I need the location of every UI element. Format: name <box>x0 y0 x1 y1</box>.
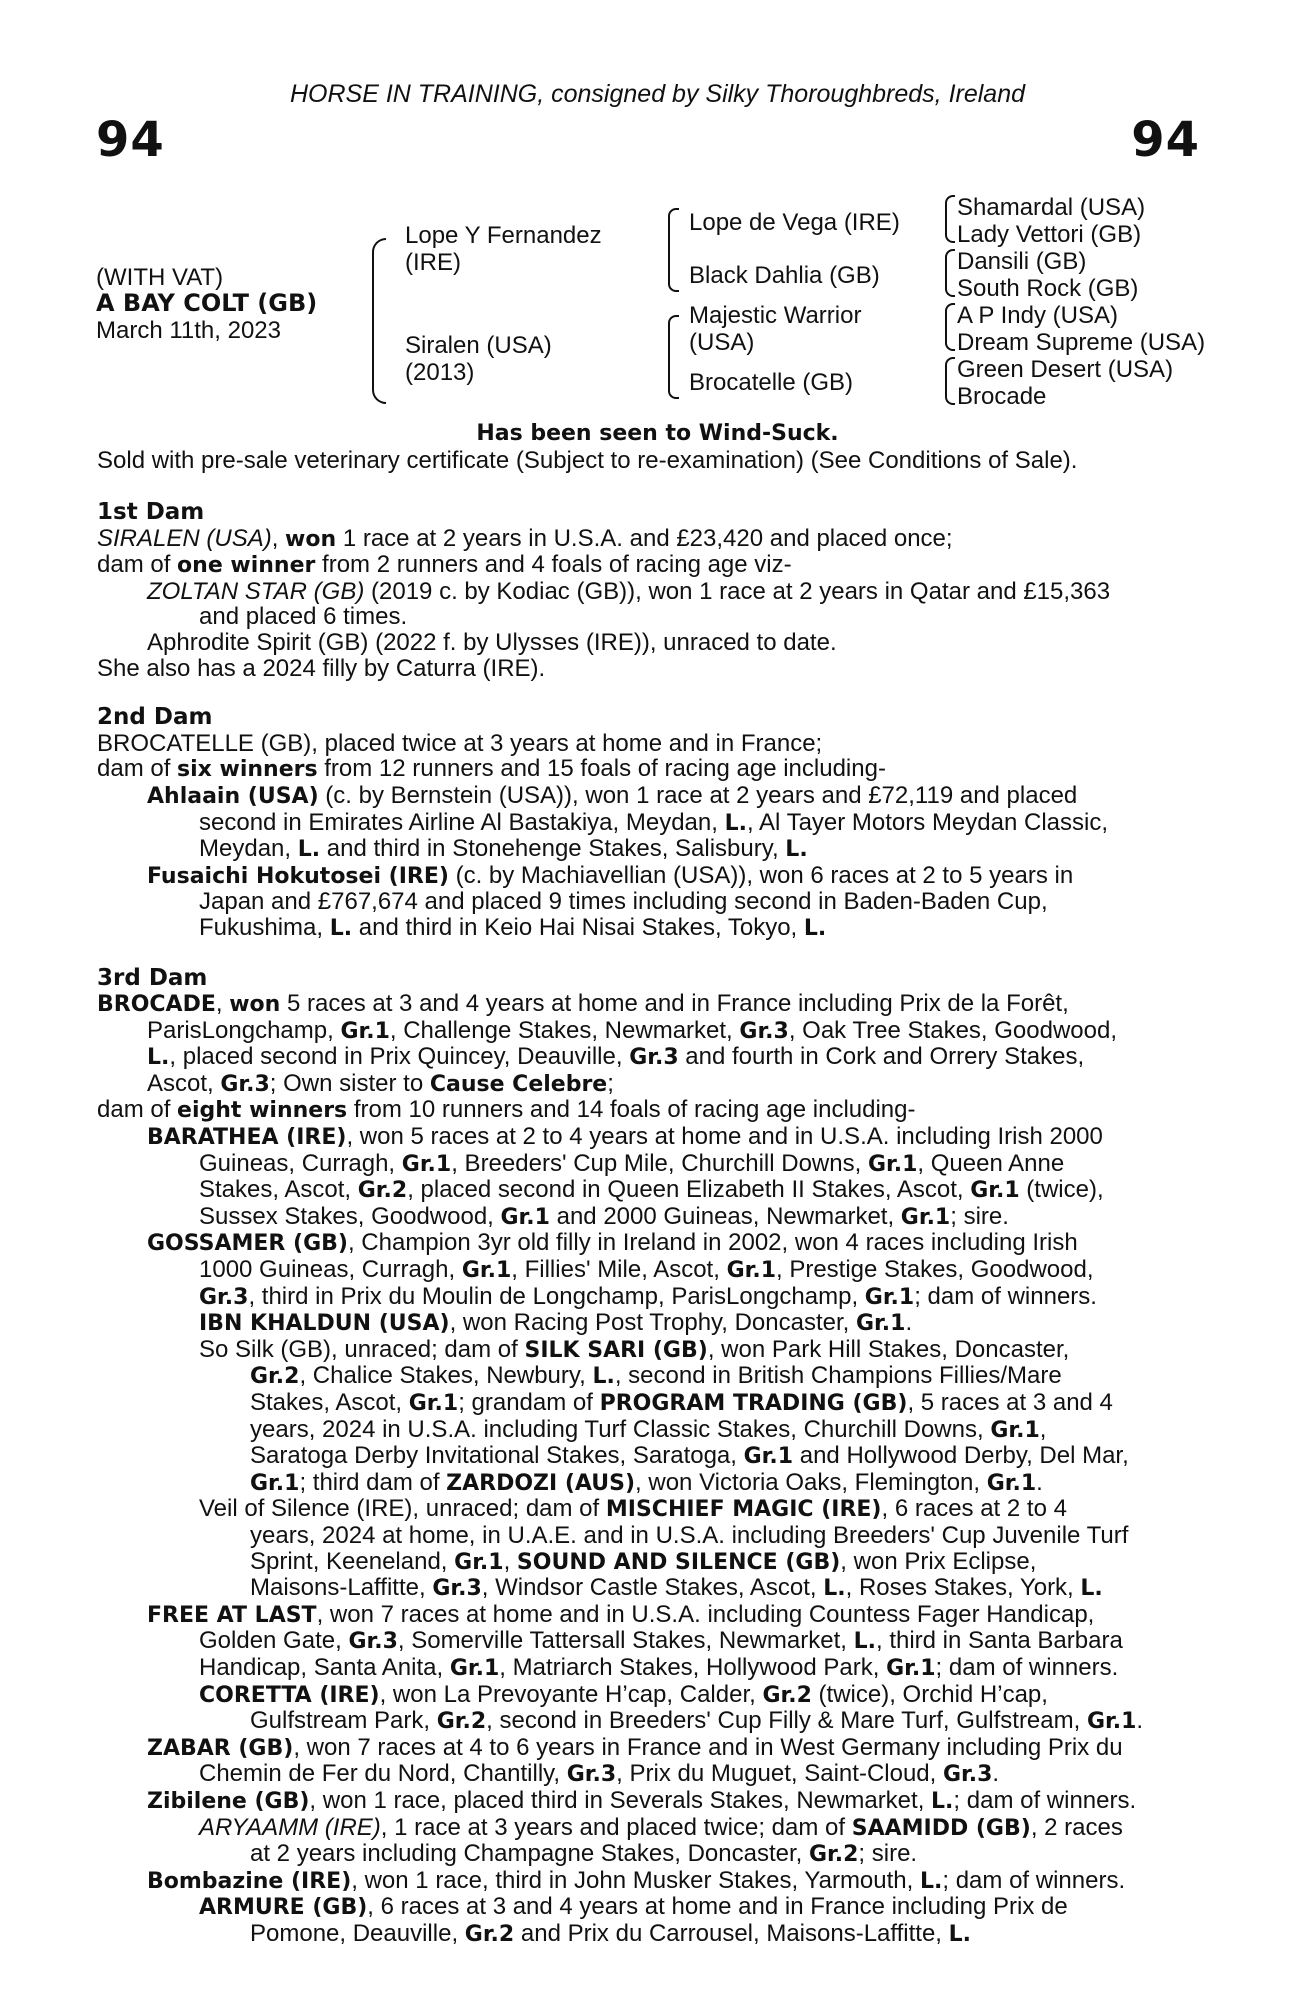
sire-dam: Black Dahlia (GB) <box>689 262 880 289</box>
ss-sire: Shamardal (USA) <box>957 194 1146 221</box>
produce-entry-cont: 1000 Guineas, Curragh, Gr.1, Fillies' Mile, Ascot, Gr.1, Prestige Stakes, Goodwood, <box>199 1256 1094 1284</box>
third-dam-produce: dam of eight winners from 10 runners and 14 foals of racing age including- <box>97 1096 916 1124</box>
first-dam-heading: 1st Dam <box>97 499 205 525</box>
pedigree-brace-dd <box>945 357 955 405</box>
produce-entry-cont: So Silk (GB), unraced; dam of SILK SARI (GB), won Park Hill Stakes, Doncaster, <box>199 1335 1070 1363</box>
produce-entry: GOSSAMER (GB), Champion 3yr old filly in Ireland in 2002, won 4 races including Irish <box>147 1229 1078 1257</box>
produce-entry-cont: and placed 6 times. <box>199 603 408 631</box>
produce-entry-cont: Maisons-Laffitte, Gr.3, Windsor Castle Stakes, Ascot, L., Roses Stakes, York, L. <box>250 1574 1103 1602</box>
produce-entry: FREE AT LAST, won 7 races at home and in U.S.A. including Countess Fager Handicap, <box>147 1600 1095 1628</box>
second-dam-produce: dam of six winners from 12 runners and 15 foals of racing age including- <box>97 755 886 783</box>
produce-entry-cont: Fukushima, L. and third in Keio Hai Nisai Stakes, Tokyo, L. <box>199 913 827 941</box>
dam-name: Siralen (USA) <box>405 332 552 359</box>
lot-number-right: 94 <box>1131 112 1200 168</box>
page-header-title: HORSE IN TRAINING, consigned by Silky Thoroughbreds, Ireland <box>289 80 1026 108</box>
catalogue-body <box>97 500 1205 1947</box>
produce-entry-cont: Golden Gate, Gr.3, Somerville Tattersall Stakes, Newmarket, L., third in Santa Barbara <box>199 1627 1123 1655</box>
produce-entry-cont: Saratoga Derby Invitational Stakes, Saratoga, Gr.1 and Hollywood Derby, Del Mar, <box>250 1442 1129 1470</box>
sd-dam: South Rock (GB) <box>957 275 1139 302</box>
vet-certificate-notice: Sold with pre-sale veterinary certificate (Subject to re-examination) (See Conditions of Sale). <box>97 447 1078 474</box>
sire-name: Lope Y Fernandez <box>405 222 602 249</box>
second-dam-heading: 2nd Dam <box>97 704 213 731</box>
produce-entry-cont: Chemin de Fer du Nord, Chantilly, Gr.3, Prix du Muguet, Saint-Cloud, Gr.3. <box>199 1760 1000 1788</box>
produce-entry-cont: Japan and £767,674 and placed 9 times including second in Baden-Baden Cup, <box>199 888 1048 916</box>
produce-entry-cont: Pomone, Deauville, Gr.2 and Prix du Carrousel, Maisons-Laffitte, L. <box>250 1919 972 1947</box>
first-dam-summary: SIRALEN (USA), won 1 race at 2 years in U.S.A. and £23,420 and placed once; <box>97 524 953 552</box>
produce-entry-cont: Gr.2, Chalice Stakes, Newbury, L., second in British Champions Fillies/Mare <box>250 1362 1062 1390</box>
sire-origin: (IRE) <box>405 249 461 276</box>
dam-year: (2013) <box>405 359 475 386</box>
pedigree-brace-main <box>372 238 386 404</box>
lot-number-left: 94 <box>96 112 165 168</box>
produce-entry: ZABAR (GB), won 7 races at 4 to 6 years in France and in West Germany including Prix du <box>147 1733 1123 1761</box>
third-dam-summary: BROCADE, won 5 races at 3 and 4 years at home and in France including Prix de la Forêt, <box>97 990 1069 1018</box>
produce-entry-cont: Sussex Stakes, Goodwood, Gr.1 and 2000 Guineas, Newmarket, Gr.1; sire. <box>199 1202 1009 1230</box>
produce-entry-cont: Stakes, Ascot, Gr.2, placed second in Queen Elizabeth II Stakes, Ascot, Gr.1 (twice), <box>199 1176 1104 1204</box>
second-dam-summary: BROCATELLE (GB), placed twice at 3 years at home and in France; <box>97 729 823 757</box>
produce-entry-cont: at 2 years including Champagne Stakes, Doncaster, Gr.2; sire. <box>250 1840 918 1868</box>
pedigree-brace-ss <box>945 195 955 243</box>
produce-entry-cont: IBN KHALDUN (USA), won Racing Post Trophy, Doncaster, Gr.1. <box>199 1309 913 1337</box>
produce-entry: Fusaichi Hokutosei (IRE) (c. by Machiavellian (USA)), won 6 races at 2 to 5 years in <box>147 861 1074 889</box>
dam-sire-origin: (USA) <box>689 329 755 356</box>
pedigree-brace-sd <box>945 249 955 297</box>
produce-entry: ZOLTAN STAR (GB) (2019 c. by Kodiac (GB)), won 1 race at 2 years in Qatar and £15,363 <box>147 577 1111 605</box>
produce-entry-cont: Gulfstream Park, Gr.2, second in Breeders' Cup Filly & Mare Turf, Gulfstream, Gr.1. <box>250 1707 1144 1735</box>
first-dam-name: SIRALEN (USA) <box>97 524 272 552</box>
produce-entry-cont: Gr.3, third in Prix du Moulin de Longchamp, ParisLongchamp, Gr.1; dam of winners. <box>199 1282 1097 1310</box>
produce-entry-cont: second in Emirates Airline Al Bastakiya, Meydan, L., Al Tayer Motors Meydan Classic, <box>199 808 1109 836</box>
produce-entry-cont: Handicap, Santa Anita, Gr.1, Matriarch Stakes, Hollywood Park, Gr.1; dam of winners. <box>199 1653 1119 1681</box>
sd-sire: Dansili (GB) <box>957 248 1087 275</box>
third-dam-heading: 3rd Dam <box>97 964 208 991</box>
pedigree-brace-sire <box>668 208 679 292</box>
produce-entry-cont: Meydan, L. and third in Stonehenge Stakes, Salisbury, L. <box>199 835 808 863</box>
produce-entry: Bombazine (IRE), won 1 race, third in John Musker Stakes, Yarmouth, L.; dam of winners. <box>147 1866 1126 1894</box>
ds-sire: A P Indy (USA) <box>957 302 1118 329</box>
produce-entry: Zibilene (GB), won 1 race, placed third in Severals Stakes, Newmarket, L.; dam of winners. <box>147 1786 1137 1814</box>
produce-entry-cont: ARYAAMM (IRE), 1 race at 3 years and placed twice; dam of SAAMIDD (GB), 2 races <box>199 1813 1123 1841</box>
ss-dam: Lady Vettori (GB) <box>957 221 1142 248</box>
first-dam-produce: dam of one winner from 2 runners and 4 foals of racing age viz- <box>97 551 792 579</box>
produce-entry-cont: Guineas, Curragh, Gr.1, Breeders' Cup Mile, Churchill Downs, Gr.1, Queen Anne <box>199 1149 1065 1177</box>
pedigree-brace-dam <box>668 315 679 399</box>
dam-sire-name: Majestic Warrior <box>689 302 862 329</box>
sire-sire: Lope de Vega (IRE) <box>689 209 900 236</box>
produce-entry-cont: Veil of Silence (IRE), unraced; dam of MISCHIEF MAGIC (IRE), 6 races at 2 to 4 <box>199 1495 1067 1523</box>
wind-suck-notice: Has been seen to Wind-Suck. <box>476 421 839 446</box>
produce-entry: Ahlaain (USA) (c. by Bernstein (USA)), won 1 race at 2 years and £72,119 and placed <box>147 781 1078 809</box>
pedigree-brace-ds <box>945 303 955 351</box>
dd-sire: Green Desert (USA) <box>957 356 1174 383</box>
produce-entry-cont: Sprint, Keeneland, Gr.1, SOUND AND SILENCE (GB), won Prix Eclipse, <box>250 1547 1037 1575</box>
produce-entry-cont: years, 2024 in U.S.A. including Turf Classic Stakes, Churchill Downs, Gr.1, <box>250 1415 1047 1443</box>
produce-entry-cont: Stakes, Ascot, Gr.1; grandam of PROGRAM TRADING (GB), 5 races at 3 and 4 <box>250 1389 1113 1416</box>
horse-name: A BAY COLT (GB) <box>96 289 318 317</box>
first-dam-also: She also has a 2024 filly by Caturra (IRE). <box>97 654 546 682</box>
third-dam-summary-cont: L., placed second in Prix Quincey, Deauville, Gr.3 and fourth in Cork and Orrery Stakes, <box>147 1043 1085 1071</box>
ds-dam: Dream Supreme (USA) <box>957 329 1206 356</box>
third-dam-summary-cont: Ascot, Gr.3; Own sister to Cause Celebre; <box>147 1069 614 1097</box>
dam-dam: Brocatelle (GB) <box>689 369 854 396</box>
vat-note: (WITH VAT) <box>96 264 224 291</box>
produce-entry-cont: years, 2024 at home, in U.A.E. and in U.S.A. including Breeders' Cup Juvenile Turf <box>250 1521 1129 1549</box>
produce-entry-cont: Gr.1; third dam of ZARDOZI (AUS), won Victoria Oaks, Flemington, Gr.1. <box>250 1468 1043 1496</box>
third-dam-summary-cont: ParisLongchamp, Gr.1, Challenge Stakes, Newmarket, Gr.3, Oak Tree Stakes, Goodwood, <box>147 1016 1117 1044</box>
dd-dam: Brocade <box>957 383 1047 410</box>
produce-entry: Aphrodite Spirit (GB) (2022 f. by Ulysses (IRE)), unraced to date. <box>147 628 837 656</box>
foaling-date: March 11th, 2023 <box>96 317 282 344</box>
produce-entry: BARATHEA (IRE), won 5 races at 2 to 4 years at home and in U.S.A. including Irish 2000 <box>147 1123 1103 1151</box>
produce-entry-cont: ARMURE (GB), 6 races at 3 and 4 years at home and in France including Prix de <box>199 1893 1068 1921</box>
produce-entry-cont: CORETTA (IRE), won La Prevoyante H’cap, Calder, Gr.2 (twice), Orchid H’cap, <box>199 1680 1048 1708</box>
